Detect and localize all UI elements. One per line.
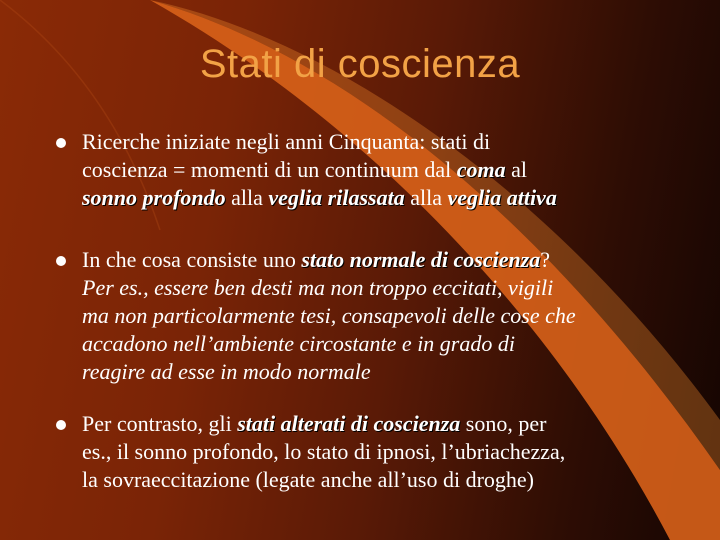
bullet-text: Ricerche iniziate negli anni Cinquanta: stati di bbox=[82, 129, 491, 154]
bullet-item-2 bbox=[54, 246, 674, 386]
bullet-text: la sovraeccitazione (legate anche all’uso di droghe) bbox=[82, 467, 534, 492]
emphasis-term: sonno profondo bbox=[82, 185, 226, 210]
bullet-item-3 bbox=[54, 410, 674, 494]
bullet-explanation-line: accadono nell’ambiente circostante e in grado di bbox=[82, 331, 515, 356]
bullet-explanation-line: reagire ad esse in modo normale bbox=[82, 359, 371, 384]
emphasis-term: veglia attiva bbox=[447, 185, 557, 210]
slide-title: Stati di coscienza bbox=[199, 42, 521, 86]
emphasis-term: stato normale di coscienza bbox=[301, 247, 541, 272]
bullet-item-1 bbox=[54, 128, 674, 212]
bullet-text: coscienza = momenti di un continuum dal coma al bbox=[82, 157, 527, 182]
bullet-text: Per contrasto, gli stati alterati di coscienza sono, per bbox=[82, 411, 547, 436]
bullet-icon bbox=[56, 256, 66, 266]
bullet-question: In che cosa consiste uno stato normale di coscienza? bbox=[82, 247, 551, 272]
emphasis-term: stati alterati di coscienza bbox=[237, 411, 461, 436]
bullet-text: es., il sonno profondo, lo stato di ipnosi, l’ubriachezza, bbox=[82, 439, 566, 464]
emphasis-term: coma bbox=[456, 157, 506, 182]
bullet-icon bbox=[56, 138, 66, 148]
bullet-list bbox=[54, 128, 674, 494]
bullet-icon bbox=[56, 420, 66, 430]
emphasis-term: veglia rilassata bbox=[268, 185, 405, 210]
bullet-explanation-line: ma non particolarmente tesi, consapevoli delle cose che bbox=[82, 303, 576, 328]
bullet-explanation-line: Per es., essere ben desti ma non troppo eccitati, vigili bbox=[82, 275, 554, 300]
bullet-text: sonno profondo alla veglia rilassata alla veglia attiva bbox=[82, 185, 557, 210]
